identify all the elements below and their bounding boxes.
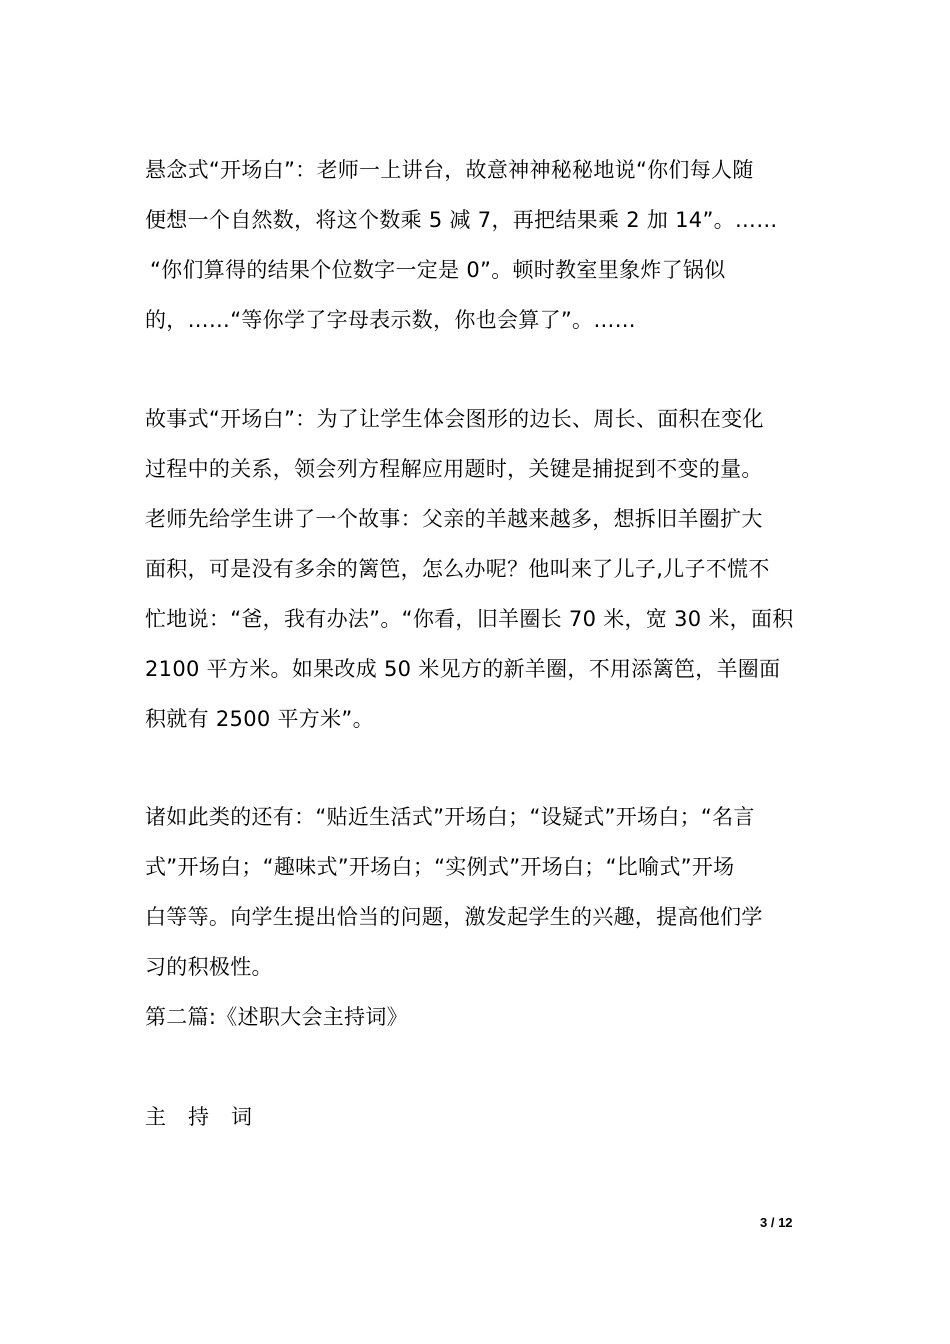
para2-line-6: 2100 平方米。如果改成 50 米见方的新羊圈，不用添篱笆，羊圈面 <box>145 657 781 681</box>
para1-line-4: 的，……“等你学了字母表示数，你也会算了”。…… <box>145 308 636 332</box>
para2-line-1: 故事式“开场白”：为了让学生体会图形的边长、周长、面积在变化 <box>145 407 764 431</box>
para2-line-2: 过程中的关系，领会列方程解应用题时，关键是捕捉到不变的量。 <box>145 457 763 481</box>
para1-line-2: 便想一个自然数，将这个数乘 5 减 7，再把结果乘 2 加 14”。…… <box>145 208 778 232</box>
para1-line-1: 悬念式“开场白”：老师一上讲台，故意神神秘秘地说“你们每人随 <box>145 158 754 182</box>
page-indicator: 3 / 12 <box>760 1215 793 1230</box>
section-title: 第二篇:《述职大会主持词》 <box>145 1005 408 1029</box>
para2-line-5: 忙地说：“爸，我有办法”。“你看，旧羊圈长 70 米，宽 30 米，面积 <box>145 607 794 631</box>
para3-line-1: 诸如此类的还有：“贴近生活式”开场白；“设疑式”开场白；“名言 <box>145 805 755 829</box>
subtitle: 主持词 <box>145 1105 274 1129</box>
para2-line-3: 老师先给学生讲了一个故事：父亲的羊越来越多，想拆旧羊圈扩大 <box>145 507 763 531</box>
para3-line-4: 习的积极性。 <box>145 955 273 979</box>
para1-line-3: “你们算得的结果个位数字一定是 0”。顿时教室里象炸了锅似 <box>150 258 726 282</box>
para2-line-4: 面积，可是没有多余的篱笆，怎么办呢？他叫来了儿子,儿子不慌不 <box>145 557 770 581</box>
para3-line-2: 式”开场白；“趣味式”开场白；“实例式”开场白；“比喻式”开场 <box>145 855 735 879</box>
para2-line-7: 积就有 2500 平方米”。 <box>145 707 374 731</box>
para3-line-3: 白等等。向学生提出恰当的问题，激发起学生的兴趣，提高他们学 <box>145 905 763 929</box>
